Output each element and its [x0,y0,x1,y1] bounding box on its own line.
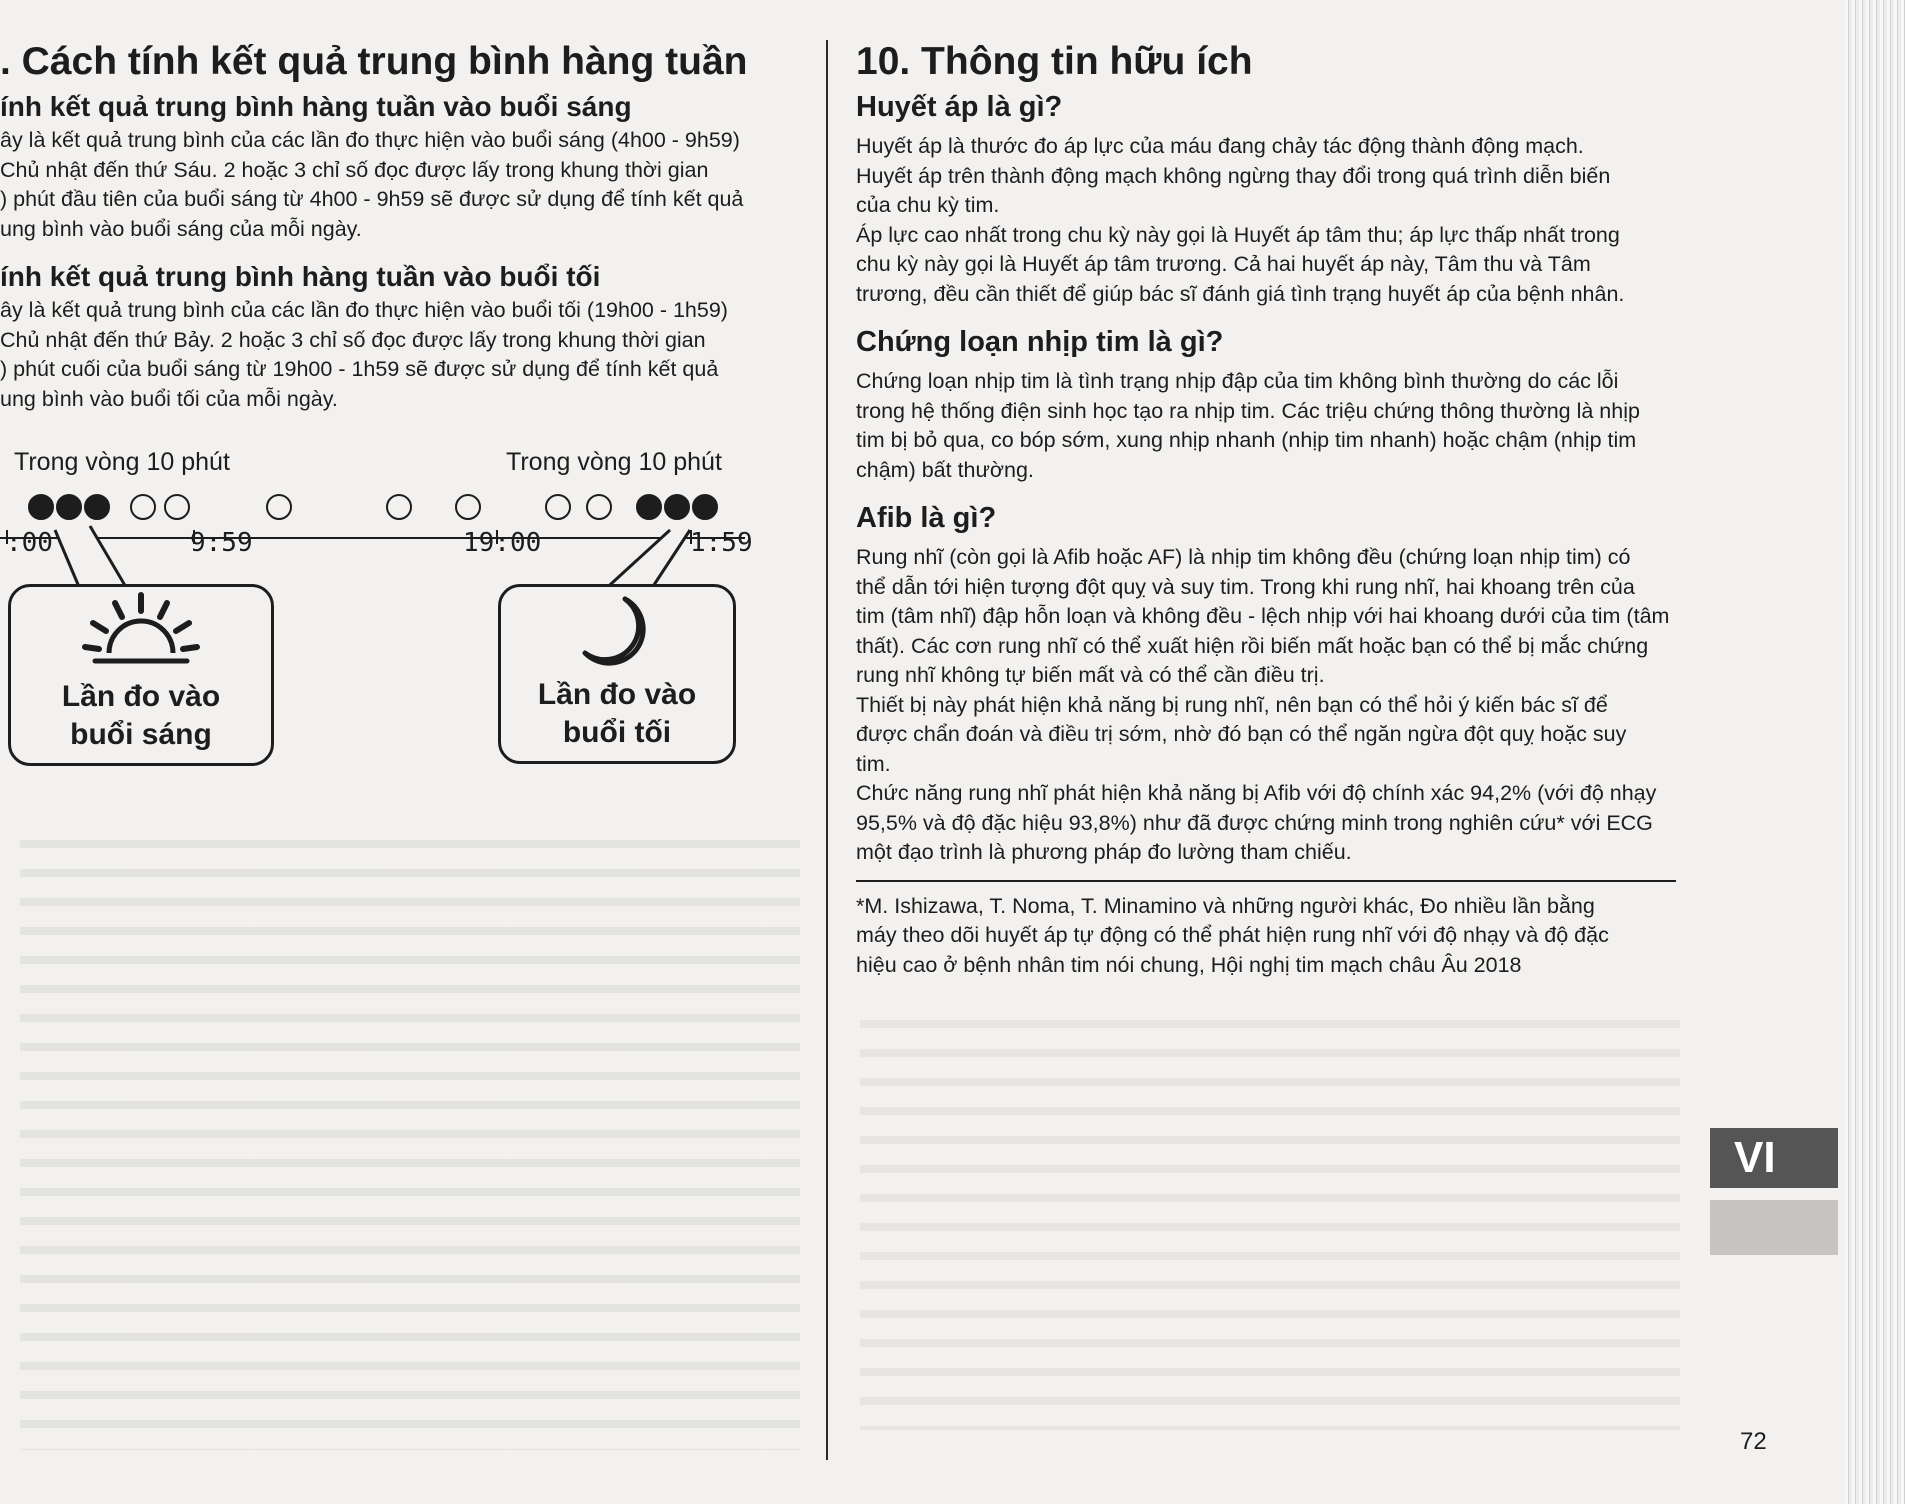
bleed-through-text [860,1010,1680,1430]
right-column [856,36,1676,980]
bp-heading: Huyết áp là gì? [856,91,1063,123]
evening-line: ung bình vào buổi tối của mỗi ngày. [0,386,338,411]
bubble-evening-line2: buổi tối [562,716,672,749]
arrhythmia-heading: Chứng loạn nhịp tim là gì? [856,326,1224,358]
bubble-morning-line1: Lần đo vào [61,680,221,713]
chapter-tab: VI [1710,1128,1838,1188]
column-divider [826,40,828,1460]
evening-line: ây là kết quả trung bình của các lần đo thực hiện vào buổi tối (19h00 - 1h59) [0,298,728,322]
bp-line: Áp lực cao nhất trong chu kỳ này gọi là Huyết áp tâm thu; áp lực thấp nhất trong [856,222,1620,247]
afib-line: rung nhĩ không tự biến mất và có thể cần điều trị. [856,663,1325,687]
morning-line: ây là kết quả trung bình của các lần đo thực hiện vào buổi sáng (4h00 - 9h59) [0,128,740,152]
morning-line: Chủ nhật đến thứ Sáu. 2 hoặc 3 chỉ số đọc được lấy trong khung thời gian [0,157,709,182]
arrhythmia-line: Chứng loạn nhịp tim là tình trạng nhịp đập của tim không bình thường do các lỗi [856,369,1619,393]
moon-icon [575,593,655,673]
footnote-line: *M. Ishizawa, T. Noma, T. Minamino và những người khác, Đo nhiều lần bằng [856,893,1595,918]
footnote-line: máy theo dõi huyết áp tự động có thể phát hiện rung nhĩ với độ nhạy và độ đặc [856,923,1609,947]
afib-line: tim (tâm nhĩ) đập hỗn loạn và không đều - lệch nhịp với hai khoang dưới của tim (tâm [856,604,1670,628]
section-title-right: 10. Thông tin hữu ích [856,40,1253,83]
page-number: 72 [1740,1428,1767,1455]
arrhythmia-line: chậm) bất thường. [856,457,1034,482]
morning-line: ung bình vào buổi sáng của mỗi ngày. [0,216,362,241]
bubble-evening-line1: Lần đo vào [537,678,697,711]
afib-line: thất). Các cơn rung nhĩ có thể xuất hiện rồi biến mất hoặc bạn có thể bị mắc chứng [856,633,1649,658]
bp-line: chu kỳ này gọi là Huyết áp tâm trương. Cả hai huyết áp này, Tâm thu và Tâm [856,252,1591,276]
arrhythmia-line: tim bị bỏ qua, co bóp sớm, xung nhịp nhanh (nhịp tim nhanh) hoặc chậm (nhịp tim [856,428,1637,452]
afib-line: 95,5% và độ đặc hiệu 93,8%) như đã được chứng minh trong nghiên cứu* với ECG [856,810,1653,835]
chapter-tab-shadow [1710,1200,1838,1255]
bp-line: trương, đều cần thiết để giúp bác sĩ đánh giá tình trạng huyết áp của bệnh nhân. [856,281,1625,306]
timeline-label-morning: Trong vòng 10 phút [14,448,230,476]
time-label: 19:00 [463,528,542,558]
afib-line: Rung nhĩ (còn gọi là Afib hoặc AF) là nhịp tim không đều (chứng loạn nhịp tim) có [856,545,1631,569]
time-label: 1:59 [690,528,753,558]
sun-icon [81,591,201,665]
afib-line: Chức năng rung nhĩ phát hiện khả năng bị Afib với độ chính xác 94,2% (với độ nhạy [856,781,1657,805]
afib-heading: Afib là gì? [856,502,997,534]
section-title: . Cách tính kết quả trung bình hàng tuần [0,40,748,83]
morning-line: ) phút đầu tiên của buổi sáng từ 4h00 - 9h59 sẽ được sử dụng để tính kết quả [0,187,744,211]
afib-line: được chẩn đoán và điều trị sớm, nhờ đó bạn có thể ngăn ngừa đột quỵ hoặc suy [856,722,1627,746]
afib-line: thể dẫn tới hiện tượng đột quỵ và suy tim. Trong khi rung nhĩ, hai khoang trên của [856,574,1635,599]
afib-line: tim. [856,751,891,776]
evening-line: ) phút cuối của buổi sáng từ 19h00 - 1h59 sẽ được sử dụng để tính kết quả [0,357,719,381]
timeline-label-evening: Trong vòng 10 phút [506,448,722,476]
morning-heading: ính kết quả trung bình hàng tuần vào buổi sáng [0,91,632,122]
morning-bubble [8,584,274,766]
bp-line: Huyết áp trên thành động mạch không ngừng thay đổi trong quá trình diễn biến [856,163,1611,188]
page-edge-decoration [1845,0,1905,1504]
bp-line: Huyết áp là thước đo áp lực của máu đang chảy tác động thành động mạch. [856,134,1584,158]
afib-line: một đạo trình là phương pháp đo lường tham chiếu. [856,840,1352,864]
evening-line: Chủ nhật đến thứ Bảy. 2 hoặc 3 chỉ số đọc được lấy trong khung thời gian [0,327,706,352]
bubble-morning-line2: buổi sáng [70,718,212,751]
time-label: 9:59 [190,528,253,558]
arrhythmia-line: trong hệ thống điện sinh học tạo ra nhịp tim. Các triệu chứng thông thường là nhịp [856,398,1640,423]
bleed-through-text [20,830,800,1450]
footnote-rule [856,880,1676,882]
afib-line: Thiết bị này phát hiện khả năng bị rung nhĩ, nên bạn có thể hỏi ý kiến bác sĩ để [856,692,1608,717]
bp-line: của chu kỳ tim. [856,193,1000,217]
time-label: :00 [6,528,53,558]
footnote-line: hiệu cao ở bệnh nhân tim nói chung, Hội nghị tim mạch châu Âu 2018 [856,952,1522,977]
evening-bubble [498,584,736,764]
evening-heading: ính kết quả trung bình hàng tuần vào buổi tối [0,261,601,292]
